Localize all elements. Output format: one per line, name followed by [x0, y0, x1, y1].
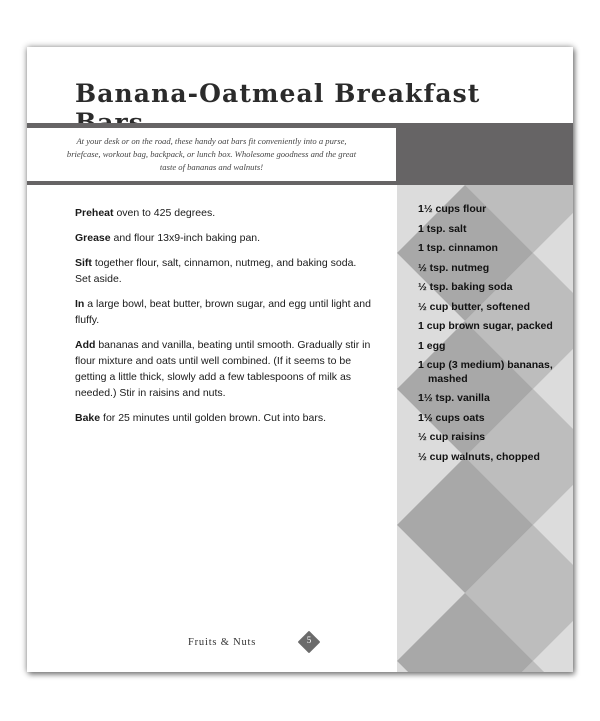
direction-keyword: Add	[75, 339, 96, 351]
directions	[75, 205, 371, 435]
direction-keyword: Grease	[75, 232, 111, 244]
page-number: 5	[306, 635, 312, 645]
ingredient-item: 1 cup brown sugar, packed	[418, 320, 553, 332]
ingredient-item: ½ cup walnuts, chopped	[418, 450, 540, 463]
direction-text: bananas and vanilla, beating until smooth. Gradually stir in flour mixture and oats until well combined. (If it seems to be getting a little thick, slowly add a few tablespoons of milk as needed.) Stir in raisins and nuts.	[75, 339, 371, 399]
direction-text: oven to 425 degrees.	[113, 207, 216, 219]
intro-box	[27, 128, 396, 181]
ingredient-item: 1½ tsp. vanilla	[418, 392, 490, 404]
ingredient-item: 1 egg	[418, 339, 446, 352]
ingredient-item: ½ cup butter, softened	[418, 300, 531, 313]
ingredient-item: 1½ cups oats	[418, 411, 485, 424]
ingredient-item: 1 tsp. cinnamon	[418, 242, 498, 254]
direction-step	[75, 255, 371, 287]
direction-keyword: Preheat	[75, 207, 114, 219]
ingredient-item: ½ tsp. nutmeg	[418, 261, 490, 274]
ingredient-item: 1½ cups flour	[418, 203, 487, 215]
direction-step	[75, 296, 371, 328]
direction-text: for 25 minutes until golden brown. Cut into bars.	[100, 412, 326, 424]
direction-step	[75, 337, 371, 401]
ingredient-item: 1 tsp. salt	[418, 222, 467, 235]
footer-section-label: Fruits & Nuts	[188, 637, 257, 648]
ingredient-list	[418, 203, 568, 470]
recipe-title: Banana-Oatmeal Breakfast	[75, 79, 481, 108]
direction-step	[75, 410, 371, 426]
intro-text: At your desk or on the road, these handy oat bars fit conveniently into a purse, briefcase, workout bag, backpack, or lunch box. Wholesome goodness and the great taste of bananas and walnuts!	[66, 136, 357, 172]
ingredient-item: ½ tsp. baking soda	[418, 281, 513, 293]
direction-step	[75, 205, 371, 221]
direction-keyword: In	[75, 298, 85, 310]
ingredient-item: ½ cup raisins	[418, 431, 486, 443]
direction-keyword: Bake	[75, 412, 101, 424]
direction-text: together flour, salt, cinnamon, nutmeg, and baking soda. Set aside.	[75, 257, 357, 285]
page-number-badge	[300, 633, 318, 651]
direction-text: and flour 13x9-inch baking pan.	[110, 232, 261, 244]
direction-step	[75, 230, 371, 246]
direction-keyword: Sift	[75, 257, 92, 269]
recipe-page	[27, 47, 573, 672]
direction-text: a large bowl, beat butter, brown sugar, and egg until light and fluffy.	[75, 298, 371, 326]
ingredient-item: 1 cup (3 medium) bananas, mashed	[418, 359, 553, 385]
